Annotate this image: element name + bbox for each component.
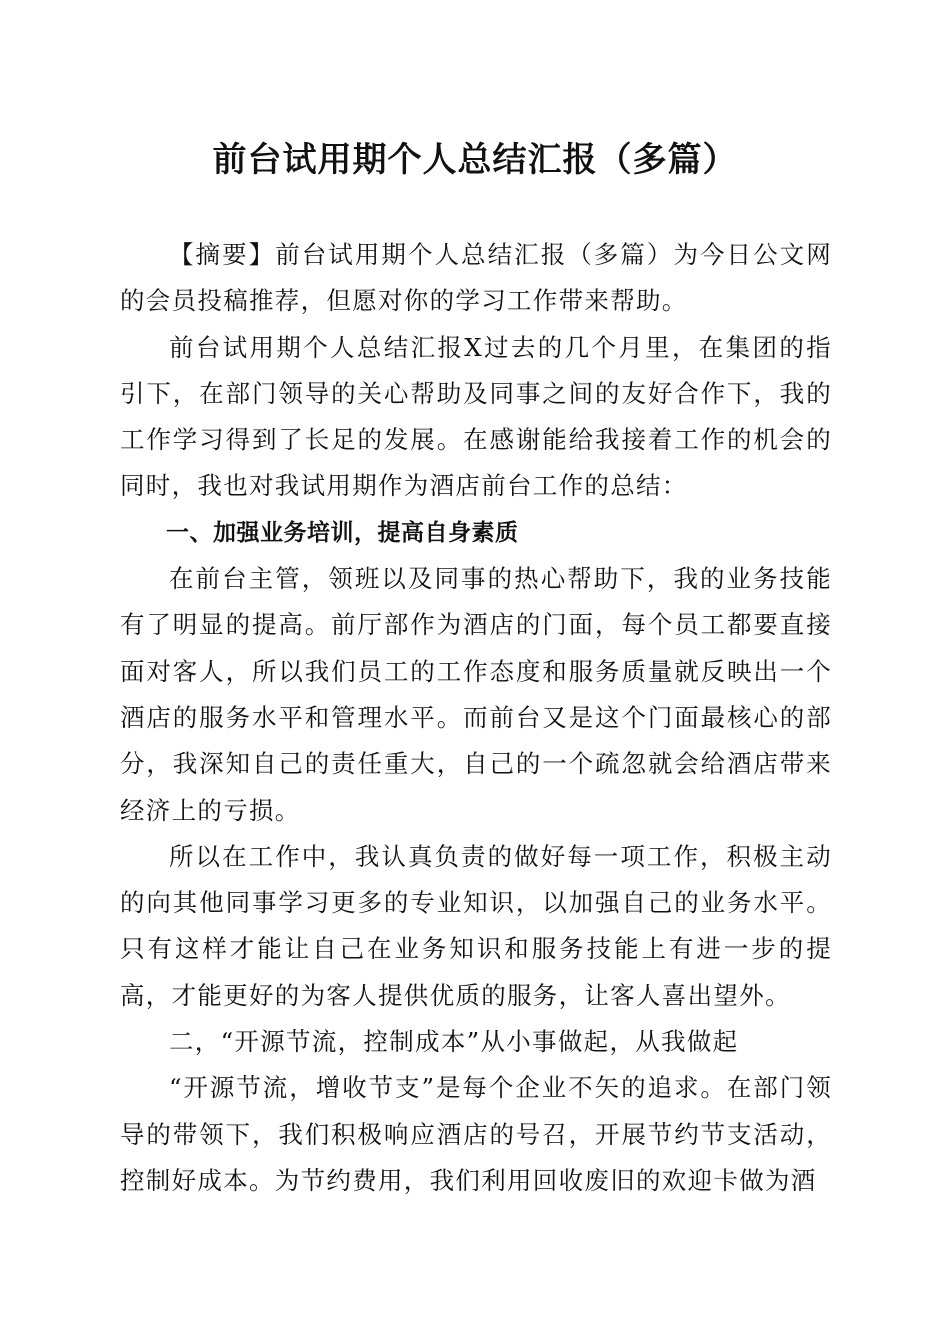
document-body: [120, 232, 832, 1204]
body-paragraph: 所以在工作中，我认真负责的做好每一项工作，积极主动的向其他同事学习更多的专业知识，以加强自己的业务水平。只有这样才能让自己在业务知识和服务技能上有进一步的提高，才能更好的为客人提供优质的服务，让客人喜出望外。: [120, 841, 832, 1010]
abstract-label: 【摘要】: [169, 240, 276, 269]
abstract-paragraph: [120, 232, 832, 325]
body-paragraph: 前台试用期个人总结汇报X过去的几个月里，在集团的指引下，在部门领导的关心帮助及同事之间的友好合作下，我的工作学习得到了长足的发展。在感谢能给我接着工作的机会的同时，我也对我试用期作为酒店前台工作的总结：: [120, 332, 832, 501]
section-heading-plain: 二，“开源节流，控制成本”从小事做起，从我做起: [169, 1027, 739, 1057]
section-heading: 一、加强业务培训，提高自身素质: [166, 519, 519, 546]
body-paragraph: 在前台主管，领班以及同事的热心帮助下，我的业务技能有了明显的提高。前厅部作为酒店的门面，每个员工都要直接面对客人，所以我们员工的工作态度和服务质量就反映出一个酒店的服务水平和管理水平。而前台又是这个门面最核心的部分，我深知自己的责任重大，自己的一个疏忽就会给酒店带来经济上的亏损。: [120, 564, 832, 825]
document-title: 前台试用期个人总结汇报（多篇）: [212, 140, 738, 180]
body-paragraph: “开源节流，增收节支”是每个企业不矢的追求。在部门领导的带领下，我们积极响应酒店的号召，开展节约节支活动，控制好成本。为节约费用，我们利用回收废旧的欢迎卡做为酒: [120, 1073, 832, 1195]
abstract-text: 前台试用期个人总结汇报（多篇）为今日公文网的会员投稿推荐，但愿对你的学习工作带来帮助。: [120, 240, 832, 316]
